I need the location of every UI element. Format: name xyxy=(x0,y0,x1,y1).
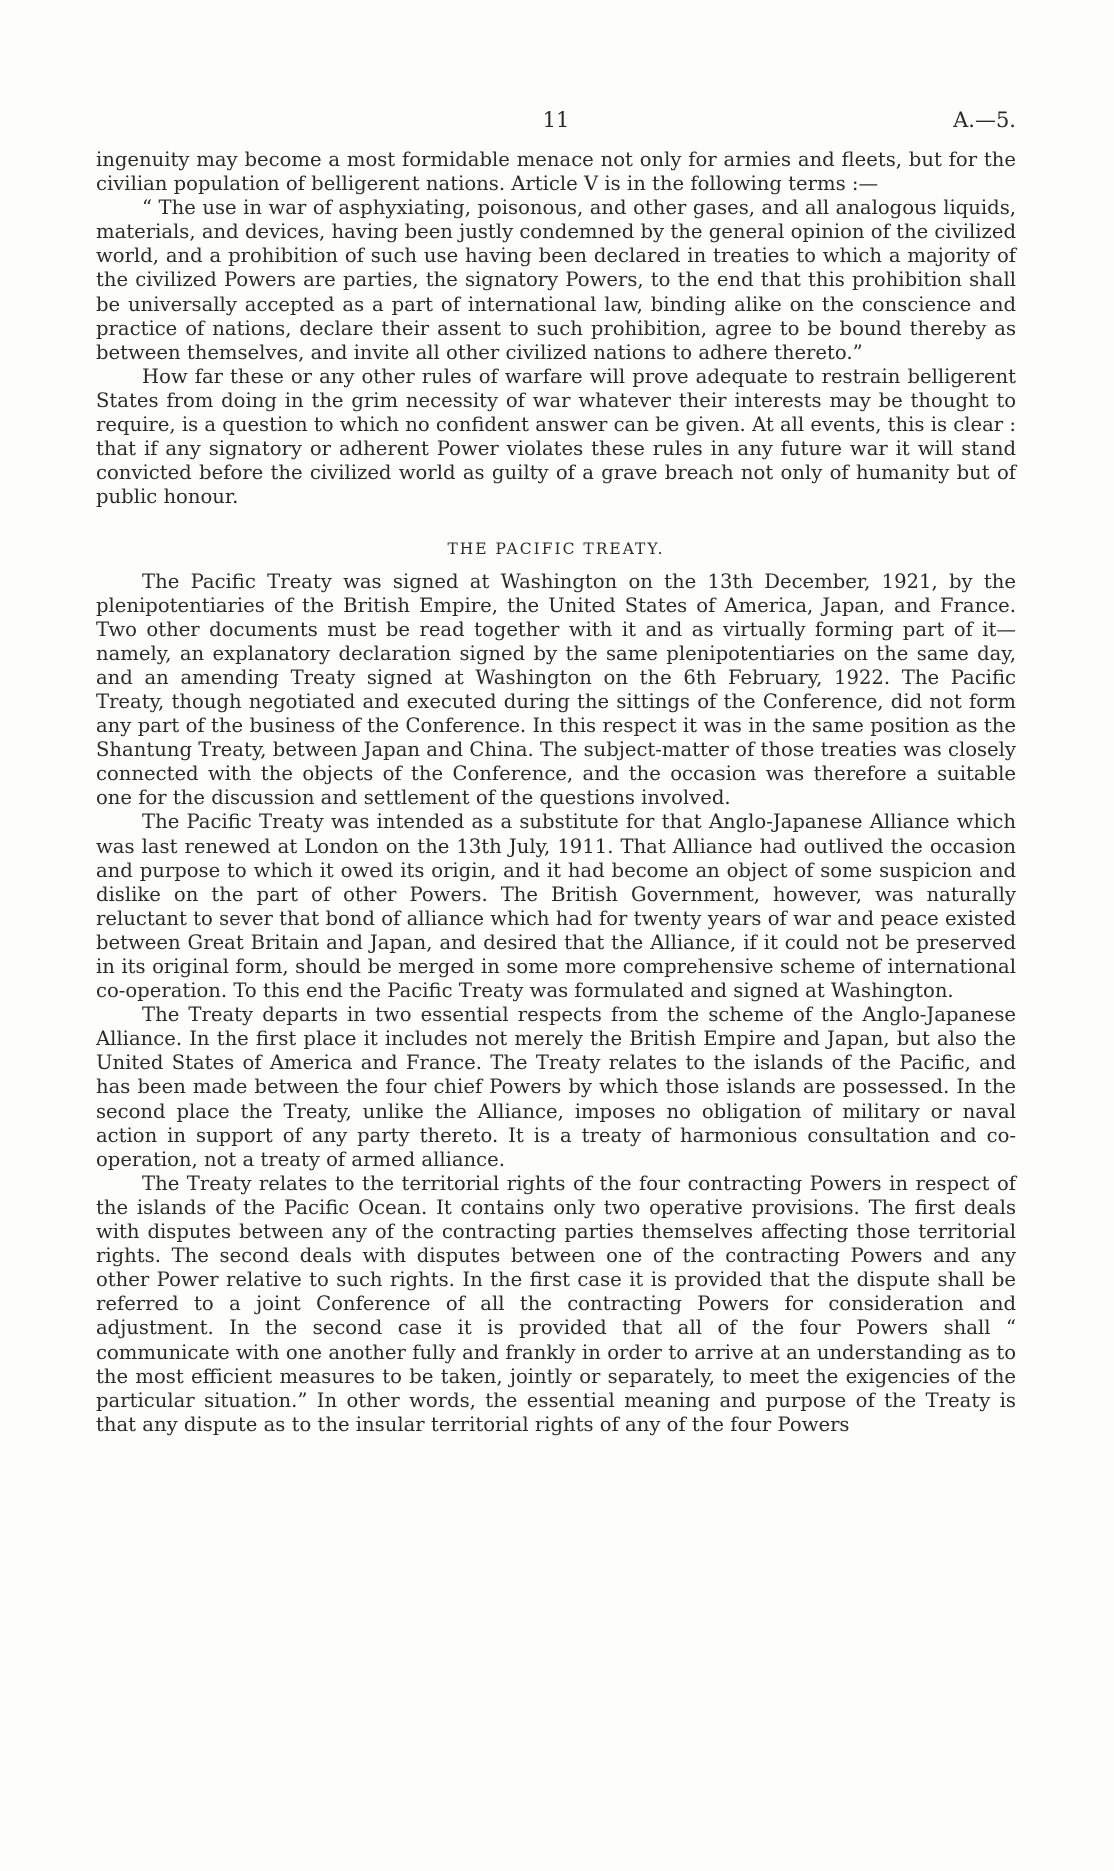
paragraph: How far these or any other rules of warfare will prove adequate to restrain belligerent States from doing in the grim necessity of war whatever their interests may be thought to require, is a question to which no confident answer can be given. At all events, this is clear : that if any signatory or adherent Power violates these rules in any future war it will stand convicted before the civilized world as guilty of a grave breach not only of humanity but of public honour. xyxy=(96,364,1016,509)
document-reference: A.—5. xyxy=(953,108,1016,132)
section-heading: THE PACIFIC TREATY. xyxy=(447,540,665,559)
body-text xyxy=(96,148,1016,1437)
page-header xyxy=(96,108,1016,140)
paragraph-continued: ingenuity may become a most formidable menace not only for armies and fleets, but for the civilian population of belligerent nations. Article V is in the following terms :— xyxy=(96,148,1016,196)
quoted-article-v: “ The use in war of asphyxiating, poisonous, and other gases, and all analogous liquids, materials, and devices, having been justly condemned by the general opinion of the civilized world, and a prohibition of such use having been declared in treaties to which a majority of the civilized Powers are parties, the signatory Powers, to the end that this prohibition shall be universally accepted as a part of international law, binding alike on the conscience and practice of nations, declare their assent to such prohibition, agree to be bound thereby as between themselves, and invite all other civilized nations to adhere thereto.” xyxy=(96,196,1016,364)
page-number: 11 xyxy=(542,108,570,132)
paragraph: The Pacific Treaty was signed at Washington on the 13th December, 1921, by the plenipotentiaries of the British Empire, the United States of America, Japan, and France. Two other documents must be read together with it and as virtually forming part of it—namely, an explanatory declaration signed by the same plenipotentiaries on the same day, and an amending Treaty signed at Washington on the 6th February, 1922. The Pacific Treaty, though negotiated and executed during the sittings of the Conference, did not form any part of the business of the Conference. In this respect it was in the same position as the Shantung Treaty, between Japan and China. The subject-matter of those treaties was closely connected with the objects of the Conference, and the occasion was therefore a suitable one for the discussion and settlement of the questions involved. xyxy=(96,569,1016,810)
paragraph: The Treaty departs in two essential respects from the scheme of the Anglo-Japanese Alliance. In the first place it includes not merely the British Empire and Japan, but also the United States of America and France. The Treaty relates to the islands of the Pacific, and has been made between the four chief Powers by which those islands are possessed. In the second place the Treaty, unlike the Alliance, imposes no obligation of military or naval action in support of any party thereto. It is a treaty of harmonious consultation and co-operation, not a treaty of armed alliance. xyxy=(96,1003,1016,1171)
paragraph: The Pacific Treaty was intended as a substitute for that Anglo-Japanese Alliance which was last renewed at London on the 13th July, 1911. That Alliance had outlived the occasion and purpose to which it owed its origin, and it had become an object of some suspicion and dislike on the part of other Powers. The British Government, however, was naturally reluctant to sever that bond of alliance which had for twenty years of war and peace existed between Great Britain and Japan, and desired that the Alliance, if it could not be preserved in its original form, should be merged in some more comprehensive scheme of international co-operation. To this end the Pacific Treaty was formulated and signed at Washington. xyxy=(96,810,1016,1003)
paragraph: The Treaty relates to the territorial rights of the four contracting Powers in respect of the islands of the Pacific Ocean. It contains only two operative provisions. The first deals with disputes between any of the contracting parties themselves affecting those territorial rights. The second deals with disputes between one of the contracting Powers and any other Power relative to such rights. In the first case it is provided that the dispute shall be referred to a joint Conference of all the contracting Powers for consideration and adjustment. In the second case it is provided that all of the four Powers shall “ communicate with one another fully and frankly in order to arrive at an understanding as to the most efficient measures to be taken, jointly or separately, to meet the exigencies of the particular situation.” In other words, the essential meaning and purpose of the Treaty is that any dispute as to the insular territorial rights of any of the four Powers xyxy=(96,1171,1016,1436)
